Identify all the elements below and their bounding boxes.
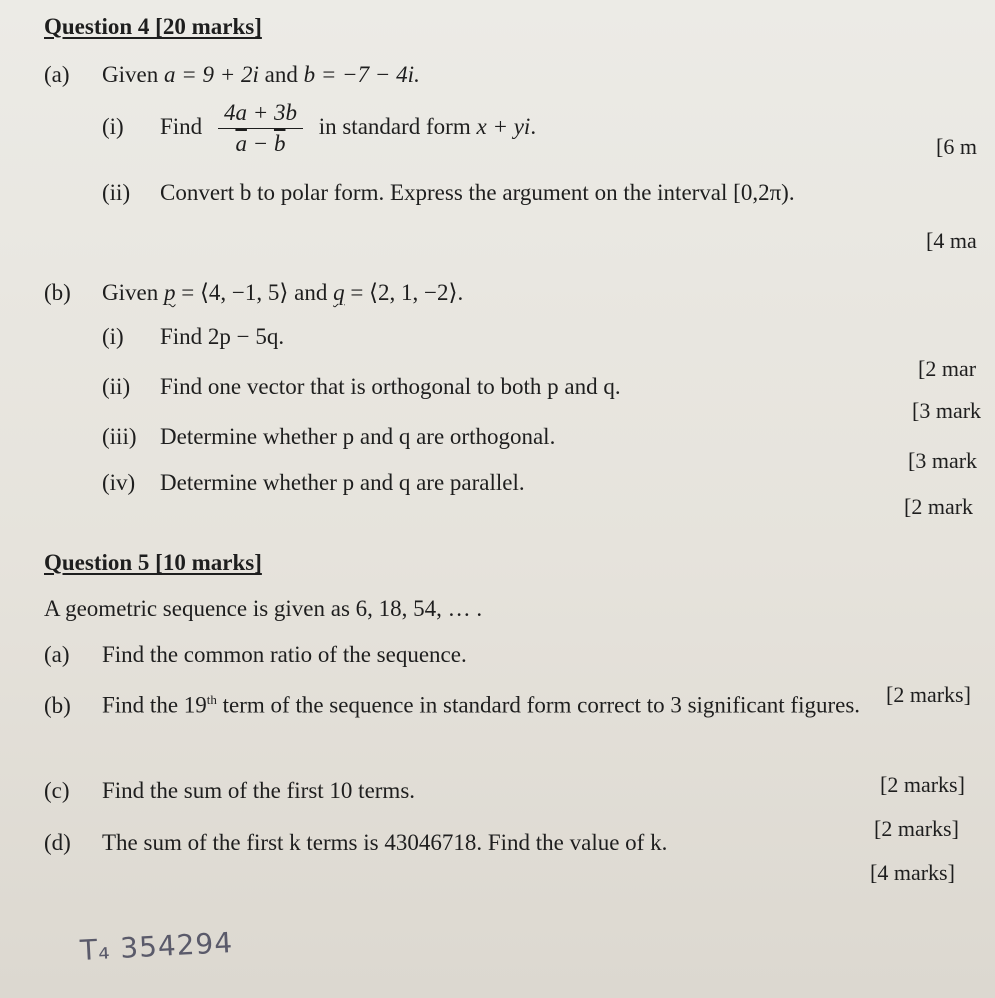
q4b-ii: (ii) Find one vector that is orthogonal to both p and q. (102, 374, 621, 399)
q5b: (b) Find the 19th term of the sequence in standard form correct to 3 significant figures. (44, 692, 861, 718)
q5b-label: (b) (44, 692, 71, 718)
q4b-iv-marks: [2 mark (904, 494, 974, 519)
q5c-label: (c) (44, 778, 70, 803)
q4a-i-label: (i) (102, 113, 124, 139)
q5c: (c) Find the sum of the first 10 terms. (44, 778, 416, 803)
q4a-intro: (a) Given a = 9 + 2i and b = −7 − 4i. (44, 62, 420, 87)
q4b-ii-label: (ii) (102, 374, 131, 399)
question-4-heading: Question 4 [20 marks] (44, 14, 262, 39)
q4b-label: (b) (44, 280, 71, 305)
q4a-i-marks: [6 m (936, 134, 977, 159)
q4a-ii-marks: [4 ma (926, 228, 977, 253)
q5d-marks: [4 marks] (870, 860, 955, 885)
q4b-iii: (iii) Determine whether p and q are orthogonal. (102, 424, 556, 449)
q5-intro: A geometric sequence is given as 6, 18, 54, … . (44, 596, 483, 621)
question-5-heading: Question 5 [10 marks] (44, 550, 262, 575)
q4b-i-label: (i) (102, 324, 124, 349)
q5a-marks: [2 marks] (886, 682, 971, 707)
q4b-intro: (b) Given p = ⟨4, −1, 5⟩ and q = ⟨2, 1, −2⟩. (44, 280, 464, 305)
q4a-ii-label: (ii) (102, 180, 131, 205)
q4b-iii-marks: [3 mark (908, 448, 978, 473)
q5a: (a) Find the common ratio of the sequence. (44, 642, 467, 667)
q5d: (d) The sum of the first k terms is 43046718. Find the value of k. (44, 830, 668, 855)
q5a-label: (a) (44, 642, 70, 667)
q4b-i: (i) Find 2p − 5q. (102, 324, 285, 349)
fraction-expression: $\frac{4a + 3b}{\overline{a} - \overline{b}}$ (218, 100, 303, 157)
q5d-label: (d) (44, 830, 71, 855)
q4a-label: (a) (44, 62, 70, 87)
q4b-iv: (iv) Determine whether p and q are parallel. (102, 470, 525, 495)
q4b-i-marks: [2 mar (918, 356, 977, 381)
q5b-marks: [2 marks] (880, 772, 965, 797)
q4b-iii-label: (iii) (102, 424, 137, 449)
q4a-ii: (ii) Convert b to polar form. Express the argument on the interval [0,2π). (102, 180, 795, 205)
q4b-iv-label: (iv) (102, 470, 136, 495)
q4b-ii-marks: [3 mark (912, 398, 982, 423)
handwritten-note: T₄ 354294 (79, 926, 234, 967)
q5c-marks: [2 marks] (874, 816, 959, 841)
q4a-i: (i) Find $\frac{4a + 3b}{\overline{a} - \overline{b}}$ in standard form x + yi. (102, 100, 537, 156)
